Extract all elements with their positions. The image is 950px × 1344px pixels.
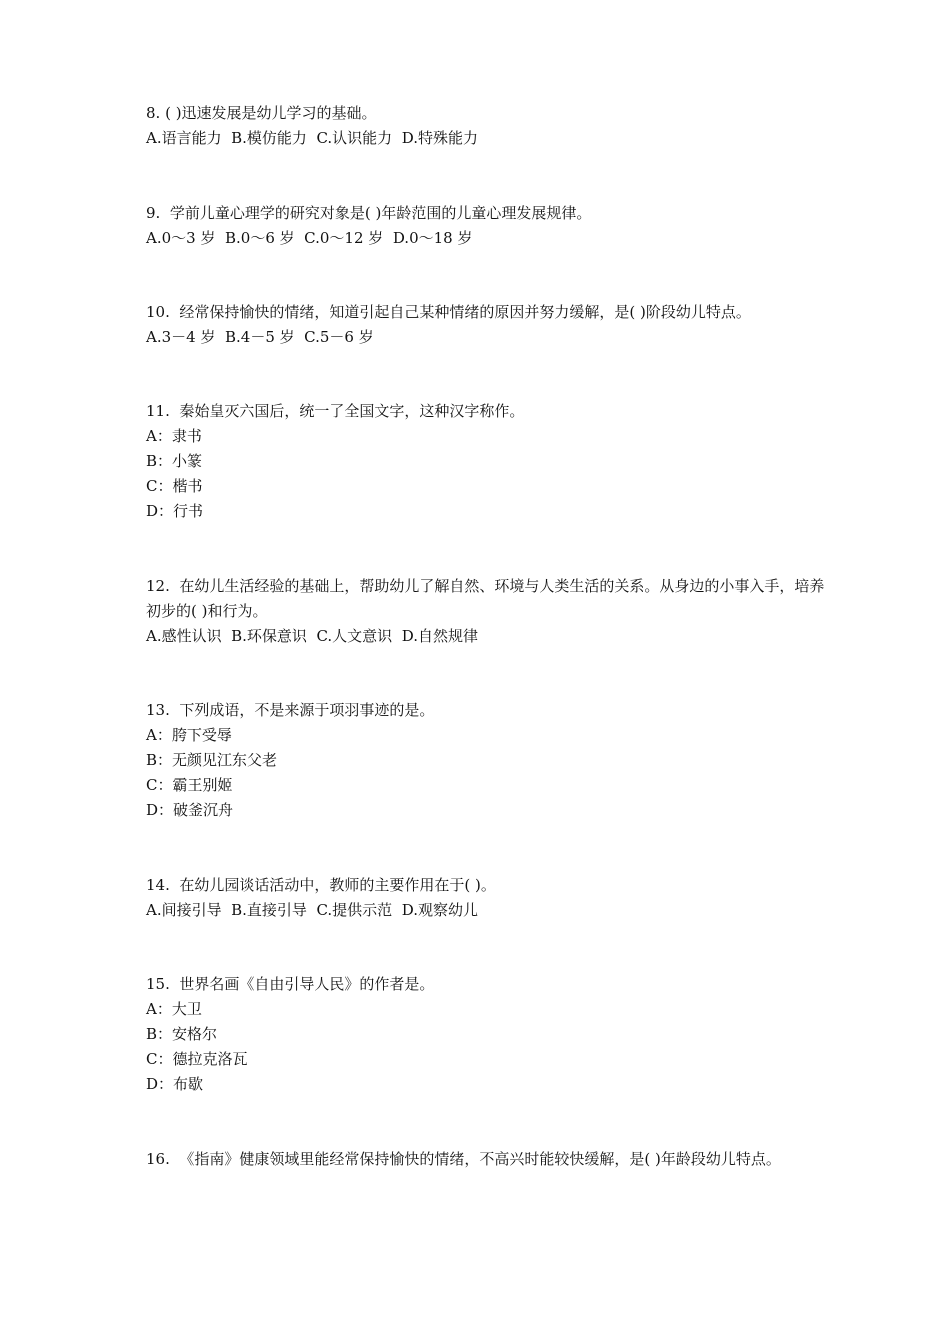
question-15 xyxy=(146,972,826,1097)
question-11 xyxy=(146,399,826,524)
question-stem: 12. 在幼儿生活经验的基础上，帮助幼儿了解自然、环境与人类生活的关系。从身边的小事入手，培养初步的( )和行为。 xyxy=(146,577,825,620)
option-a: A：胯下受辱 xyxy=(146,726,232,744)
question-12 xyxy=(146,574,826,649)
question-stem: 14. 在幼儿园谈话活动中，教师的主要作用在于( )。 xyxy=(146,876,496,894)
option-c: C：德拉克洛瓦 xyxy=(146,1050,248,1068)
question-stem: 11. 秦始皇灭六国后，统一了全国文字，这种汉字称作。 xyxy=(146,402,525,420)
question-14 xyxy=(146,873,826,923)
question-options: A.0～3 岁 B.0～6 岁 C.0～12 岁 D.0～18 岁 xyxy=(146,229,473,247)
question-options: A.间接引导 B.直接引导 C.提供示范 D.观察幼儿 xyxy=(146,901,478,919)
option-d: D：破釜沉舟 xyxy=(146,801,234,819)
option-d: D：行书 xyxy=(146,502,204,520)
question-stem: 8. ( )迅速发展是幼儿学习的基础。 xyxy=(146,104,377,122)
option-d: D：布歇 xyxy=(146,1075,204,1093)
question-13 xyxy=(146,698,826,823)
question-options: A.3－4 岁 B.4－5 岁 C.5－6 岁 xyxy=(146,328,374,346)
question-stem: 16. 《指南》健康领域里能经常保持愉快的情绪，不高兴时能较快缓解，是( )年龄段幼儿特点。 xyxy=(146,1150,781,1168)
option-b: B：小篆 xyxy=(146,452,203,470)
option-a: A：大卫 xyxy=(146,1000,202,1018)
question-stem: 10. 经常保持愉快的情绪，知道引起自己某种情绪的原因并努力缓解，是( )阶段幼儿特点。 xyxy=(146,303,751,321)
option-c: C：霸王别姬 xyxy=(146,776,233,794)
option-b: B：安格尔 xyxy=(146,1025,218,1043)
question-16 xyxy=(146,1147,826,1172)
question-stem: 9. 学前儿童心理学的研究对象是( )年龄范围的儿童心理发展规律。 xyxy=(146,204,592,222)
question-stem: 15. 世界名画《自由引导人民》的作者是。 xyxy=(146,975,435,993)
question-options: A.语言能力 B.模仿能力 C.认识能力 D.特殊能力 xyxy=(146,129,478,147)
question-options: A.感性认识 B.环保意识 C.人文意识 D.自然规律 xyxy=(146,627,478,645)
question-8 xyxy=(146,101,826,151)
question-stem: 13. 下列成语，不是来源于项羽事迹的是。 xyxy=(146,701,435,719)
option-c: C：楷书 xyxy=(146,477,203,495)
option-a: A：隶书 xyxy=(146,427,202,445)
option-b: B：无颜见江东父老 xyxy=(146,751,278,769)
question-9 xyxy=(146,201,826,251)
question-10 xyxy=(146,300,826,350)
